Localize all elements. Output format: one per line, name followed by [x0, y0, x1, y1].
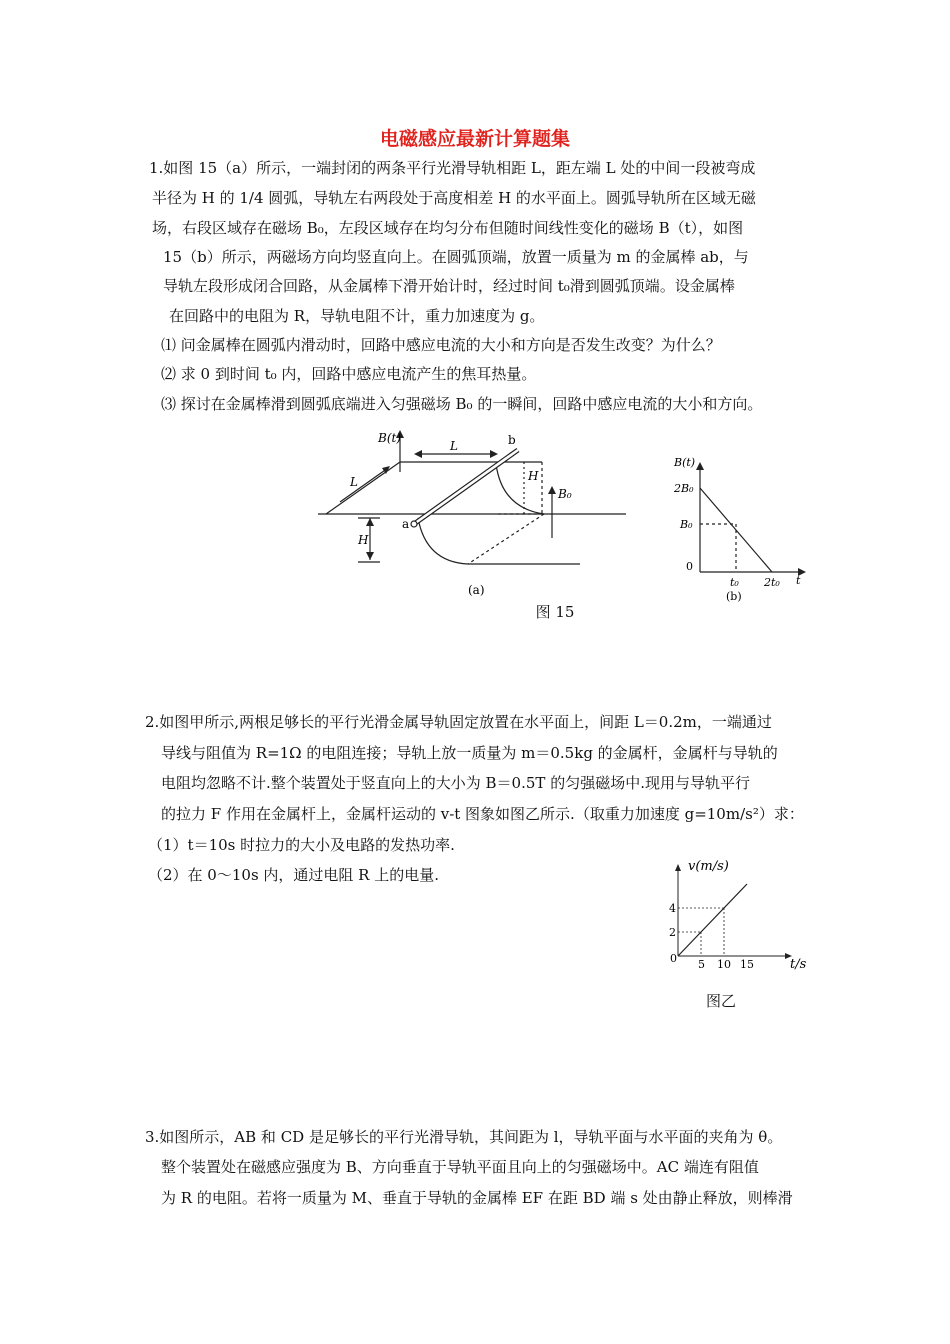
figure-a-sublabel: (a)	[468, 583, 485, 597]
q1-subquestion: ⑵ 求 0 到时间 t₀ 内，回路中感应电流产生的焦耳热量。	[161, 365, 537, 383]
b-tick-t0: t₀	[730, 576, 739, 589]
vt-xtick-label: 5	[698, 958, 705, 971]
vt-ytick-label: 2	[669, 926, 676, 939]
q2-line: 导线与阻值为 R=1Ω 的电阻连接；导轨上放一质量为 m＝0.5kg 的金属杆，金属杆与导轨的	[161, 744, 778, 762]
q2-line: 的拉力 F 作用在金属杆上，金属杆运动的 v-t 图象如图乙所示.（取重力加速度 g=10m/s²）求：	[161, 805, 804, 823]
q2-line: 电阻均忽略不计.整个装置处于竖直向上的大小为 B＝0.5T 的匀强磁场中.现用与导轨平行	[161, 774, 750, 792]
q1-line: 场，右段区域存在磁场 B₀，左段区域存在均匀分布但随时间线性变化的磁场 B（t），如图	[152, 219, 744, 237]
q1-line: 导轨左段形成闭合回路，从金属棒下滑开始计时，经过时间 t₀滑到圆弧顶端。设金属棒	[163, 277, 735, 295]
vt-origin: 0	[670, 952, 677, 965]
vt-xlabel: t/s	[790, 957, 807, 972]
b-ylabel: B(t)	[674, 456, 696, 469]
vt-ylabel: v(m/s)	[688, 859, 729, 874]
figure-15-caption: 图 15	[535, 603, 575, 621]
figure-yi-caption: 图乙	[705, 992, 736, 1010]
q1-line: 1.如图 15（a）所示，一端封闭的两条平行光滑导轨相距 L，距左端 L 处的中间一段被弯成	[149, 159, 756, 177]
q1-line: 半径为 H 的 1/4 圆弧，导轨左右两段处于高度相差 H 的水平面上。圆弧导轨所在区域无磁	[152, 189, 756, 207]
label-b0: B₀	[558, 487, 572, 501]
figure-15a	[318, 428, 630, 606]
label-b: b	[508, 433, 516, 447]
label-h-right: H	[528, 469, 539, 483]
b-tick-2t0: 2t₀	[764, 576, 780, 589]
q3-line: 3.如图所示，AB 和 CD 是足够长的平行光滑导轨，其间距为 l，导轨平面与水平面的夹角为 θ。	[145, 1128, 783, 1146]
label-h-left: H	[358, 533, 369, 547]
b-tick-b0: B₀	[680, 518, 693, 531]
label-bt: B(t)	[378, 431, 402, 445]
label-l-left: L	[350, 475, 358, 489]
vt-ytick-label: 4	[669, 902, 676, 915]
vt-y-arrow	[675, 864, 681, 871]
b-xlabel: t	[796, 574, 801, 587]
label-l-top: L	[450, 439, 458, 453]
q2-subquestion: （2）在 0～10s 内，通过电阻 R 上的电量.	[148, 866, 440, 884]
b-tick-2b0: 2B₀	[674, 482, 694, 495]
vt-xtick-label: 10	[717, 958, 731, 971]
q1-line: 在回路中的电阻为 R，导轨电阻不计，重力加速度为 g。	[169, 307, 545, 325]
q2-subquestion: （1）t＝10s 时拉力的大小及电路的发热功率.	[148, 836, 455, 854]
label-a: a	[402, 517, 410, 531]
page-title: 电磁感应最新计算题集	[379, 128, 570, 150]
q2-line: 2.如图甲所示,两根足够长的平行光滑金属导轨固定放置在水平面上，间距 L＝0.2m，一端通过	[145, 713, 772, 731]
figure-b-sublabel: (b)	[726, 590, 742, 602]
q3-line: 整个装置处在磁感应强度为 B、方向垂直于导轨平面且向上的匀强磁场中。AC 端连有阻值	[161, 1158, 759, 1176]
vt-xtick-label: 15	[740, 958, 754, 971]
b-origin: 0	[686, 560, 693, 573]
q1-subquestion: ⑴ 问金属棒在圆弧内滑动时，回路中感应电流的大小和方向是否发生改变？为什么？	[161, 336, 721, 354]
q1-line: 15（b）所示，两磁场方向均竖直向上。在圆弧顶端，放置一质量为 m 的金属棒 ab，与	[163, 248, 749, 266]
q1-subquestion: ⑶ 探讨在金属棒滑到圆弧底端进入匀强磁场 B₀ 的一瞬间，回路中感应电流的大小和方向。	[161, 395, 763, 413]
vt-chart	[660, 850, 820, 980]
vt-series-line	[678, 884, 747, 956]
q3-line: 为 R 的电阻。若将一质量为 M、垂直于导轨的金属棒 EF 在距 BD 端 s 处由静止释放，则棒滑	[161, 1189, 793, 1207]
figure-15b	[672, 452, 808, 602]
